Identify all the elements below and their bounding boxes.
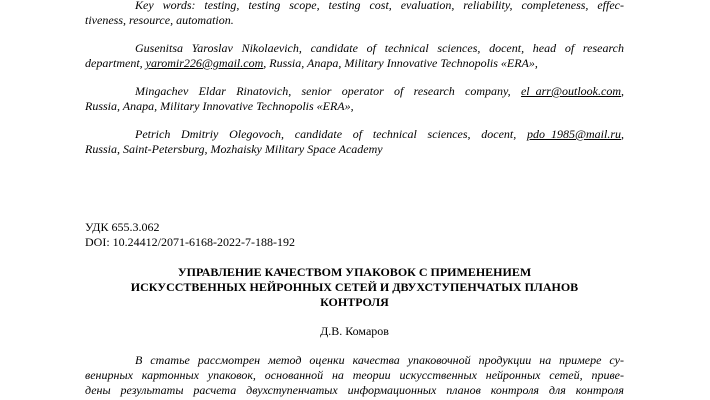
author-2-line-2: Russia, Anapa, Military Innovative Technopolis «ERA»,: [85, 99, 354, 113]
abstract-paragraph: [85, 353, 624, 398]
abstract-line-1: В статье рассмотрен метод оценки качества упаковочной продукции на примере су-: [135, 353, 624, 367]
author-1-affiliation: , Russia, Anapa, Military Innovative Technopolis «ERA»,: [263, 56, 538, 70]
author-2-line-1: [85, 84, 624, 99]
author-info-petrich: [85, 127, 624, 157]
doi-code: DOI: 10.24412/2071-6168-2022-7-188-192: [85, 235, 295, 249]
author-3-comma: ,: [621, 127, 624, 141]
keywords-line-2: tiveness, resource, automation.: [85, 13, 234, 27]
article-title: [85, 265, 624, 310]
author-1-text: department,: [85, 56, 146, 70]
author-3-email-link[interactable]: pdo_1985@mail.ru: [526, 127, 621, 141]
author-3-text: Petrich Dmitriy Olegovoch, candidate of technical sciences, docent,: [135, 127, 527, 141]
abstract-line-3: дены результаты расчета двухступенчатых информационных планов контроля для контроля: [85, 383, 624, 397]
author-info-mingachev: [85, 84, 624, 114]
article-author: Д.В. Комаров: [320, 324, 389, 338]
author-info-gusenitsa: [85, 41, 624, 71]
udk-code: УДК 655.3.062: [85, 220, 160, 234]
title-line-3: КОНТРОЛЯ: [320, 295, 389, 309]
author-2-comma: ,: [621, 84, 624, 98]
author-1-line-1: Gusenitsa Yaroslav Nikolaevich, candidate of technical sciences, docent, head of research: [135, 41, 624, 55]
author-1-line-2: [85, 56, 624, 71]
title-line-1: УПРАВЛЕНИЕ КАЧЕСТВОМ УПАКОВОК С ПРИМЕНЕНИЕМ: [177, 265, 532, 279]
author-3-line-1: [85, 127, 624, 142]
author-2-email-link[interactable]: el_arr@outlook.com: [520, 84, 621, 98]
title-line-2: ИСКУССТВЕННЫХ НЕЙРОННЫХ СЕТЕЙ И ДВУХСТУПЕНЧАТЫХ ПЛАНОВ: [130, 280, 579, 294]
keywords-line-1: Key words: testing, testing scope, testing cost, evaluation, reliability, completeness, effec-: [135, 0, 624, 12]
keywords-paragraph: [85, 0, 624, 28]
author-2-text: Mingachev Eldar Rinatovich, senior operator of research company,: [135, 84, 521, 98]
author-3-line-2: Russia, Saint-Petersburg, Mozhaisky Military Space Academy: [85, 142, 383, 156]
abstract-line-2: венирных картонных упаковок, основанной на теории искусственных нейронных сетей, приве-: [85, 368, 624, 382]
author-1-email-link[interactable]: yaromir226@gmail.com: [145, 56, 264, 70]
